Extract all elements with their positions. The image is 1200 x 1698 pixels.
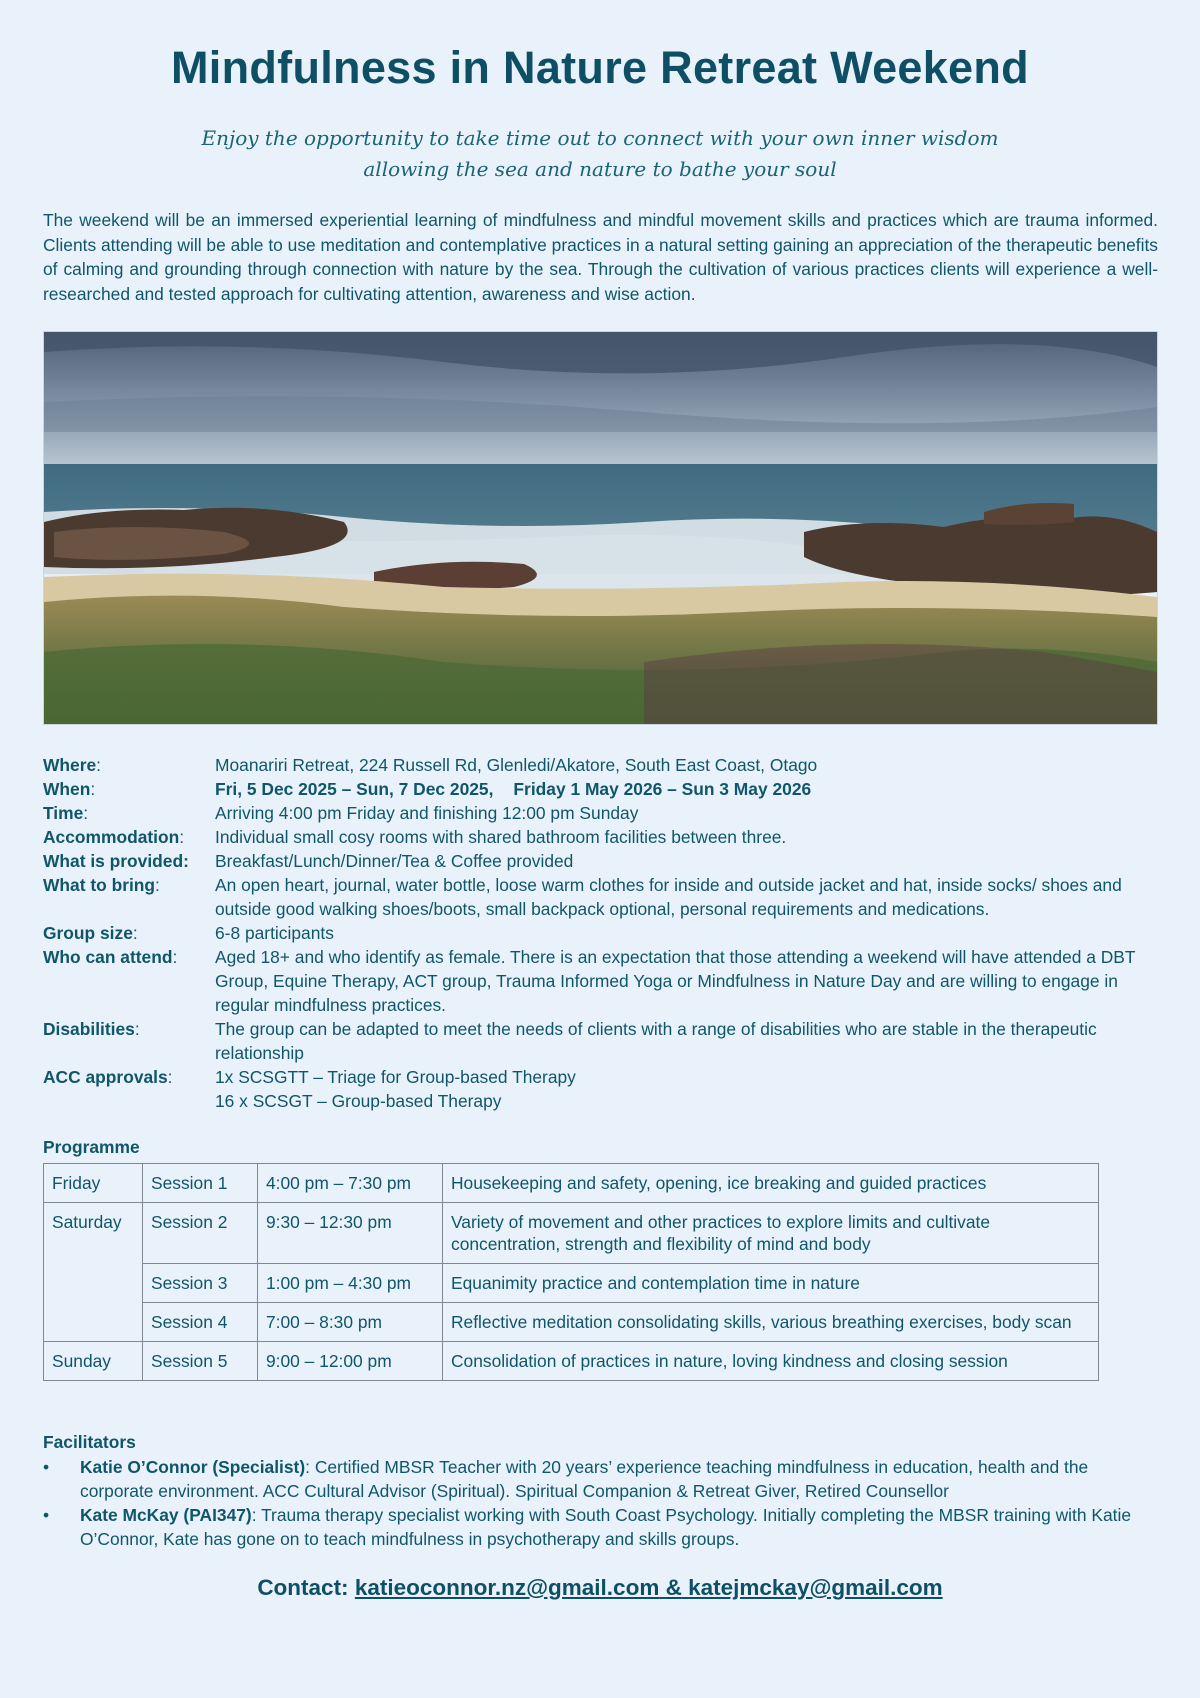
provided-label: What is provided: [43, 851, 189, 871]
bring-row: What to bring: An open heart, journal, water bottle, loose warm clothes for inside and outside jacket and hat, inside socks/ shoes and outside good walking shoes/boots, small backpack optional, personal requirements and medications. [43, 873, 1163, 921]
where-row: Where: Moanariri Retreat, 224 Russell Rd, Glenledi/Akatore, South East Coast, Otago [43, 753, 1163, 777]
table-row [44, 1264, 1099, 1303]
tagline-line-1: Enjoy the opportunity to take time out to connect with your own inner wisdom [201, 126, 999, 150]
acc-value-1: 1x SCSGTT – Triage for Group-based Therapy [215, 1067, 576, 1087]
facilitator-description: : Certified MBSR Teacher with 20 years’ experience teaching mindfulness in education, health and the corporate environment. ACC Cultural Advisor (Spiritual). Spiritual Companion & Retreat Giver, Retired Counsellor [80, 1457, 1089, 1501]
group-size-label: Group size [43, 923, 133, 943]
facilitators-list [43, 1455, 1161, 1551]
bring-label: What to bring [43, 875, 156, 895]
session-cell: Session 1 [143, 1164, 258, 1203]
who-value: Aged 18+ and who identify as female. There is an expectation that those attending a weekend will have attended a DBT Group, Equine Therapy, ACT group, Trauma Informed Yoga or Mindfulness in Nature Day and are willing to engage in regular mindfulness practices. [215, 947, 1136, 1015]
time-cell: 1:00 pm – 4:30 pm [258, 1264, 443, 1303]
session-cell: Session 2 [143, 1203, 258, 1264]
acc-value-2: 16 x SCSGT – Group-based Therapy [215, 1091, 502, 1111]
acc-row: ACC approvals: 1x SCSGTT – Triage for Group-based Therapy 16 x SCSGT – Group-based Therapy [43, 1065, 1163, 1113]
where-label: Where [43, 755, 97, 775]
email-link-kate[interactable]: katejmckay@gmail.com [688, 1575, 943, 1600]
bullet-icon: • [43, 1457, 50, 1477]
when-label: When [43, 779, 91, 799]
provided-row [43, 849, 1163, 873]
contact-line [0, 1575, 1200, 1601]
provided-value: Breakfast/Lunch/Dinner/Tea & Coffee provided [215, 851, 574, 871]
session-cell: Session 5 [143, 1342, 258, 1381]
contact-joiner: & [665, 1575, 682, 1600]
session-cell: Session 4 [143, 1303, 258, 1342]
facilitator-name: Kate McKay (PAI347) [80, 1505, 252, 1525]
email-link-katie[interactable]: katieoconnor.nz@gmail.com [354, 1575, 660, 1600]
event-details [43, 753, 1163, 1113]
table-row [44, 1303, 1099, 1342]
description-cell: Variety of movement and other practices to explore limits and cultivate concentration, strength and flexibility of mind and body [443, 1203, 1099, 1264]
programme-heading: Programme [43, 1137, 140, 1157]
description-cell: Consolidation of practices in nature, loving kindness and closing session [443, 1342, 1099, 1381]
coastal-photo [43, 331, 1158, 725]
facilitators-heading: Facilitators [43, 1432, 136, 1452]
acc-label: ACC approvals [43, 1067, 168, 1087]
disabilities-label: Disabilities [43, 1019, 135, 1039]
accommodation-value: Individual small cosy rooms with shared bathroom facilities between three. [215, 827, 787, 847]
bring-value: An open heart, journal, water bottle, loose warm clothes for inside and outside jacket and hat, inside socks/ shoes and outside good walking shoes/boots, small backpack optional, personal requirements and medications. [215, 875, 1122, 919]
time-label: Time [43, 803, 84, 823]
day-cell: Sunday [44, 1342, 143, 1381]
time-cell: 4:00 pm – 7:30 pm [258, 1164, 443, 1203]
disabilities-value: The group can be adapted to meet the needs of clients with a range of disabilities who are stable in the therapeutic relationship [215, 1019, 1097, 1063]
where-value: Moanariri Retreat, 224 Russell Rd, Glenledi/Akatore, South East Coast, Otago [215, 755, 818, 775]
tagline-line-2: allowing the sea and nature to bathe your soul [363, 157, 837, 181]
table-row [44, 1164, 1099, 1203]
session-cell: Session 3 [143, 1264, 258, 1303]
group-size-value: 6-8 participants [215, 923, 334, 943]
sea-landscape-image [44, 332, 1157, 724]
tagline [0, 123, 1200, 185]
day-cell: Friday [44, 1164, 143, 1203]
accommodation-label: Accommodation [43, 827, 180, 847]
description-cell: Housekeeping and safety, opening, ice breaking and guided practices [443, 1164, 1099, 1203]
group-size-row: Group size: 6-8 participants [43, 921, 1163, 945]
when-row: When: Fri, 5 Dec 2025 – Sun, 7 Dec 2025, Friday 1 May 2026 – Sun 3 May 2026 [43, 779, 812, 799]
facilitator-name: Katie O’Connor (Specialist) [80, 1457, 306, 1477]
programme-table [43, 1163, 1099, 1381]
intro-paragraph: The weekend will be an immersed experiential learning of mindfulness and mindful movement skills and practices which are trauma informed. Clients attending will be able to use meditation and contemplative practices in a natural setting gaining an appreciation of the therapeutic benefits of calming and grounding through connection with nature by the sea. Through the cultivation of various practices clients will experience a well-researched and tested approach for cultivating attention, awareness and wise action. [43, 210, 1158, 304]
when-dates-1: Fri, 5 Dec 2025 – Sun, 7 Dec 2025, [215, 779, 494, 799]
time-value: Arriving 4:00 pm Friday and finishing 12:00 pm Sunday [215, 803, 639, 823]
time-cell: 9:30 – 12:30 pm [258, 1203, 443, 1264]
who-row: Who can attend: Aged 18+ and who identify as female. There is an expectation that those attending a weekend will have attended a DBT Group, Equine Therapy, ACT group, Trauma Informed Yoga or Mindfulness in Nature Day and are willing to engage in regular mindfulness practices. [43, 945, 1163, 1017]
accommodation-row: Accommodation: Individual small cosy rooms with shared bathroom facilities between three. [43, 825, 1163, 849]
page-title: Mindfulness in Nature Retreat Weekend [171, 42, 1029, 93]
contact-label: Contact: [257, 1575, 349, 1600]
time-cell: 9:00 – 12:00 pm [258, 1342, 443, 1381]
time-row: Time: Arriving 4:00 pm Friday and finishing 12:00 pm Sunday [43, 801, 1163, 825]
list-item [43, 1455, 1161, 1503]
description-cell: Equanimity practice and contemplation time in nature [443, 1264, 1099, 1303]
when-dates-2: Friday 1 May 2026 – Sun 3 May 2026 [513, 779, 812, 799]
table-row [44, 1342, 1099, 1381]
who-label: Who can attend [43, 947, 173, 967]
list-item [43, 1503, 1161, 1551]
disabilities-row: Disabilities: The group can be adapted to meet the needs of clients with a range of disabilities who are stable in the therapeutic relationship [43, 1017, 1163, 1065]
description-cell: Reflective meditation consolidating skills, various breathing exercises, body scan [443, 1303, 1099, 1342]
table-row [44, 1203, 1099, 1264]
time-cell: 7:00 – 8:30 pm [258, 1303, 443, 1342]
bullet-icon: • [43, 1505, 50, 1525]
day-cell: Saturday [44, 1203, 143, 1342]
facilitator-description: : Trauma therapy specialist working with South Coast Psychology. Initially completing the MBSR training with Katie O’Connor, Kate has gone on to teach mindfulness in psychotherapy and skills groups. [80, 1505, 1131, 1549]
